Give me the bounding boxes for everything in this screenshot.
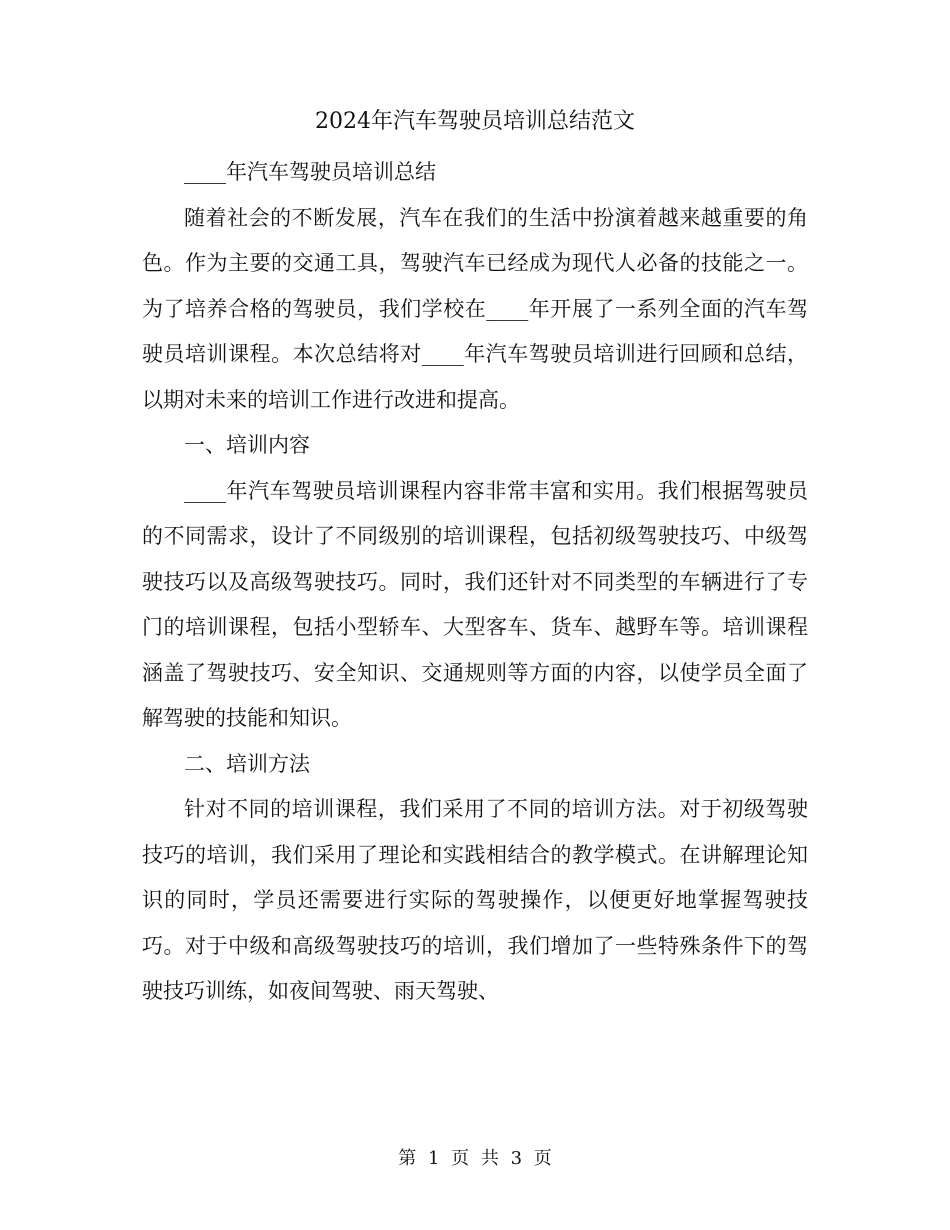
- content-paragraph: ____年汽车驾驶员培训课程内容非常丰富和实用。我们根据驾驶员的不同需求，设计了不同级别的培训课程，包括初级驾驶技巧、中级驾驶技巧以及高级驾驶技巧。同时，我们还针对不同类型的车辆进行了专门的培训课程，包括小型轿车、大型客车、货车、越野车等。培训课程涵盖了驾驶技巧、安全知识、交通规则等方面的内容，以使学员全面了解驾驶的技能和知识。: [142, 478, 808, 730]
- subtitle-paragraph: ____年汽车驾驶员培训总结: [184, 160, 436, 184]
- document-title: 2024年汽车驾驶员培训总结范文: [315, 109, 635, 134]
- method-paragraph: 针对不同的培训课程，我们采用了不同的培训方法。对于初级驾驶技巧的培训，我们采用了理论和实践相结合的教学模式。在讲解理论知识的同时，学员还需要进行实际的驾驶操作，以便更好地掌握驾驶技巧。对于中级和高级驾驶技巧的培训，我们增加了一些特殊条件下的驾驶技巧训练，如夜间驾驶、雨天驾驶、: [142, 797, 808, 1003]
- section-heading-content: 一、培训内容: [184, 433, 310, 457]
- document-body: [142, 150, 808, 1015]
- section-heading-method: 二、培训方法: [184, 751, 310, 776]
- page-footer: 第 1 页 共 3 页: [398, 1148, 552, 1169]
- intro-paragraph: 随着社会的不断发展，汽车在我们的生活中扮演着越来越重要的角色。作为主要的交通工具，驾驶汽车已经成为现代人必备的技能之一。为了培养合格的驾驶员，我们学校在____年开展了一系列全面的汽车驾驶员培训课程。本次总结将对____年汽车驾驶员培训进行回顾和总结，以期对未来的培训工作进行改进和提高。: [142, 205, 808, 412]
